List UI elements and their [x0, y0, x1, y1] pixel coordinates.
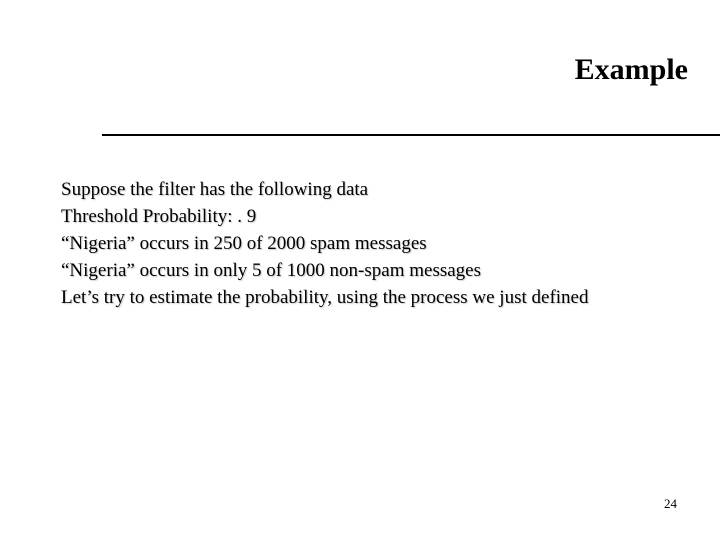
body-line-threshold: Threshold Probability: . 9 [61, 206, 257, 227]
body-line-spam-occurrence: “Nigeria” occurs in 250 of 2000 spam messages [61, 233, 427, 254]
page-number: 24 [664, 496, 677, 511]
slide-title: Example [574, 53, 688, 86]
slide-body [61, 176, 588, 311]
body-line-nonspam-occurrence: “Nigeria” occurs in only 5 of 1000 non-spam messages [61, 260, 482, 281]
body-line-estimate: Let’s try to estimate the probability, using the process we just defined [61, 287, 589, 308]
body-line-filter-data: Suppose the filter has the following data [61, 179, 369, 200]
title-underline-rule [102, 134, 720, 136]
